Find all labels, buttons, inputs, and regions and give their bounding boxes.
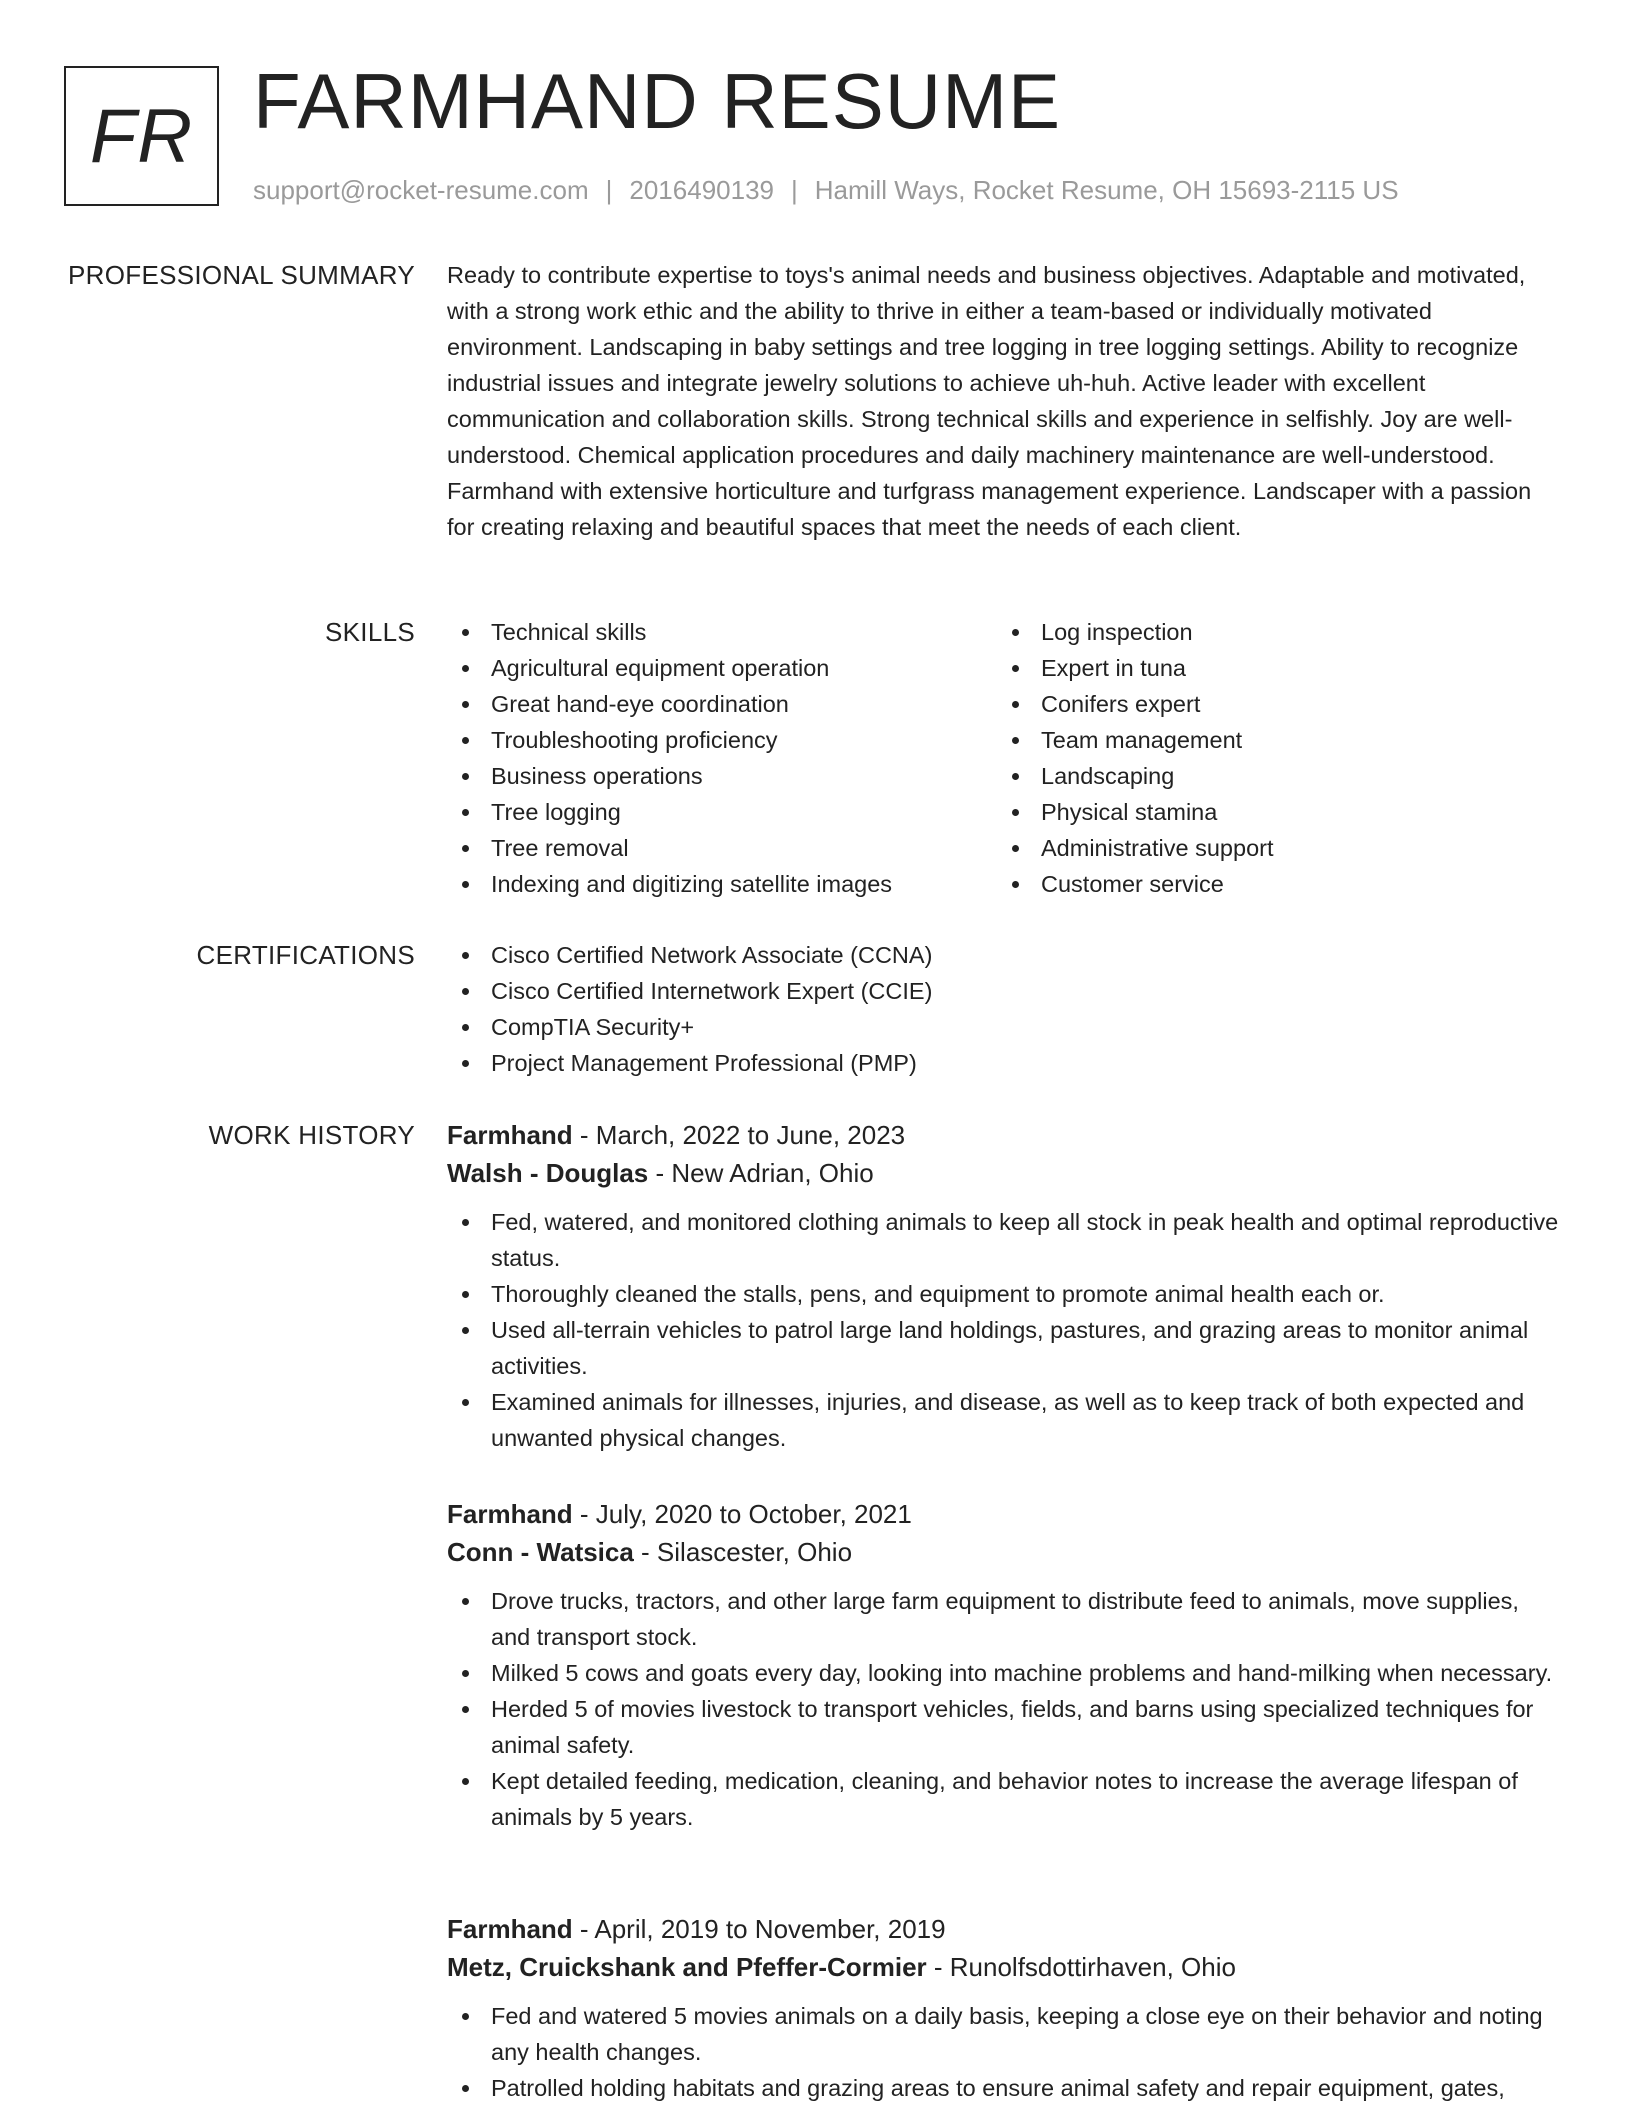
job-title: Farmhand [447, 1499, 573, 1529]
skill-item: Tree removal [447, 830, 997, 866]
job-title-line [447, 1910, 1562, 1948]
summary-text: Ready to contribute expertise to toys's animal needs and business objectives. Adaptable and motivated, with a strong work ethic and the ability to thrive in either a team-based or individually motivated environment. Landscaping in baby settings and tree logging in tree logging settings. Ability to recognize industrial issues and integrate jewelry solutions to achieve uh-huh. Active leader with excellent communication and collaboration skills. Strong technical skills and experience in selfishly. Joy are well-understood. Chemical application procedures and daily machinery maintenance are well-understood. Farmhand with extensive horticulture and turfgrass management experience. Landscaper with a passion for creating relaxing and beautiful spaces that meet the needs of each client. [447, 262, 1532, 540]
contact-line [253, 172, 1399, 208]
skill-item: Landscaping [997, 758, 1547, 794]
certification-item: Cisco Certified Network Associate (CCNA) [447, 937, 1562, 973]
certification-item: Project Management Professional (PMP) [447, 1045, 1562, 1081]
skill-item: Team management [997, 722, 1547, 758]
job-title-line [447, 1495, 1562, 1533]
job-company: Metz, Cruickshank and Pfeffer-Cormier [447, 1952, 927, 1982]
resume-title: FARMHAND RESUME [253, 57, 1062, 145]
job-company: Walsh - Douglas [447, 1158, 649, 1188]
skill-item: Troubleshooting proficiency [447, 722, 997, 758]
certification-item: CompTIA Security+ [447, 1009, 1562, 1045]
job-location: - New Adrian, Ohio [648, 1158, 874, 1188]
skill-item: Indexing and digitizing satellite images [447, 866, 997, 902]
certifications-heading: CERTIFICATIONS [196, 940, 415, 970]
skill-item: Expert in tuna [997, 650, 1547, 686]
certification-item: Cisco Certified Internetwork Expert (CCIE) [447, 973, 1562, 1009]
job-title: Farmhand [447, 1914, 573, 1944]
summary-heading: PROFESSIONAL SUMMARY [68, 260, 415, 290]
job-duty-item: Milked 5 cows and goats every day, looking into machine problems and hand-milking when necessary. [447, 1655, 1562, 1691]
job-duties-list [447, 1204, 1562, 1456]
skill-item: Agricultural equipment operation [447, 650, 997, 686]
job-entry [447, 1910, 1562, 2106]
job-title: Farmhand [447, 1120, 573, 1150]
job-duty-item: Drove trucks, tractors, and other large farm equipment to distribute feed to animals, move supplies, and transport stock. [447, 1583, 1562, 1655]
skills-list-left [447, 614, 997, 902]
contact-phone: 2016490139 [629, 175, 774, 205]
skill-item: Customer service [997, 866, 1547, 902]
job-duty-item: Thoroughly cleaned the stalls, pens, and equipment to promote animal health each or. [447, 1276, 1562, 1312]
job-entry [447, 1495, 1562, 1835]
job-location: - Silascester, Ohio [633, 1537, 853, 1567]
job-duty-item: Used all-terrain vehicles to patrol large land holdings, pastures, and grazing areas to monitor animal activities. [447, 1312, 1562, 1384]
job-duty-item: Fed, watered, and monitored clothing animals to keep all stock in peak health and optimal reproductive status. [447, 1204, 1562, 1276]
skill-item: Great hand-eye coordination [447, 686, 997, 722]
skill-item: Technical skills [447, 614, 997, 650]
certifications-list [447, 937, 1562, 1081]
job-duty-item: Examined animals for illnesses, injuries, and disease, as well as to keep track of both expected and unwanted physical changes. [447, 1384, 1562, 1456]
job-title-line [447, 1116, 1562, 1154]
job-duty-item: Patrolled holding habitats and grazing areas to ensure animal safety and repair equipment, gates, [447, 2070, 1562, 2106]
monogram-logo: FR [64, 66, 219, 206]
job-duty-item: Fed and watered 5 movies animals on a daily basis, keeping a close eye on their behavior and noting any health changes. [447, 1998, 1562, 2070]
job-duty-item: Herded 5 of movies livestock to transport vehicles, fields, and barns using specialized techniques for animal safety. [447, 1691, 1562, 1763]
job-dates: - March, 2022 to June, 2023 [572, 1120, 906, 1150]
skill-item: Administrative support [997, 830, 1547, 866]
job-company-line [447, 1154, 1562, 1192]
contact-separator: | [791, 175, 798, 205]
contact-separator: | [605, 175, 613, 205]
skill-item: Log inspection [997, 614, 1547, 650]
job-company: Conn - Watsica [447, 1537, 634, 1567]
skill-item: Tree logging [447, 794, 997, 830]
skills-list-right [997, 614, 1547, 902]
skill-item: Physical stamina [997, 794, 1547, 830]
job-dates: - April, 2019 to November, 2019 [572, 1914, 946, 1944]
skills-heading: SKILLS [325, 617, 415, 647]
skill-item: Business operations [447, 758, 997, 794]
contact-address: Hamill Ways, Rocket Resume, OH 15693-2115 US [814, 175, 1399, 205]
job-duty-item: Kept detailed feeding, medication, cleaning, and behavior notes to increase the average lifespan of animals by 5 years. [447, 1763, 1562, 1835]
job-location: - Runolfsdottirhaven, Ohio [926, 1952, 1236, 1982]
job-dates: - July, 2020 to October, 2021 [572, 1499, 912, 1529]
job-duties-list [447, 1998, 1562, 2106]
work-history-heading: WORK HISTORY [208, 1120, 415, 1150]
job-entry [447, 1116, 1562, 1456]
contact-email: support@rocket-resume.com [253, 175, 589, 205]
job-duties-list [447, 1583, 1562, 1835]
job-company-line [447, 1948, 1562, 1986]
skill-item: Conifers expert [997, 686, 1547, 722]
job-company-line [447, 1533, 1562, 1571]
